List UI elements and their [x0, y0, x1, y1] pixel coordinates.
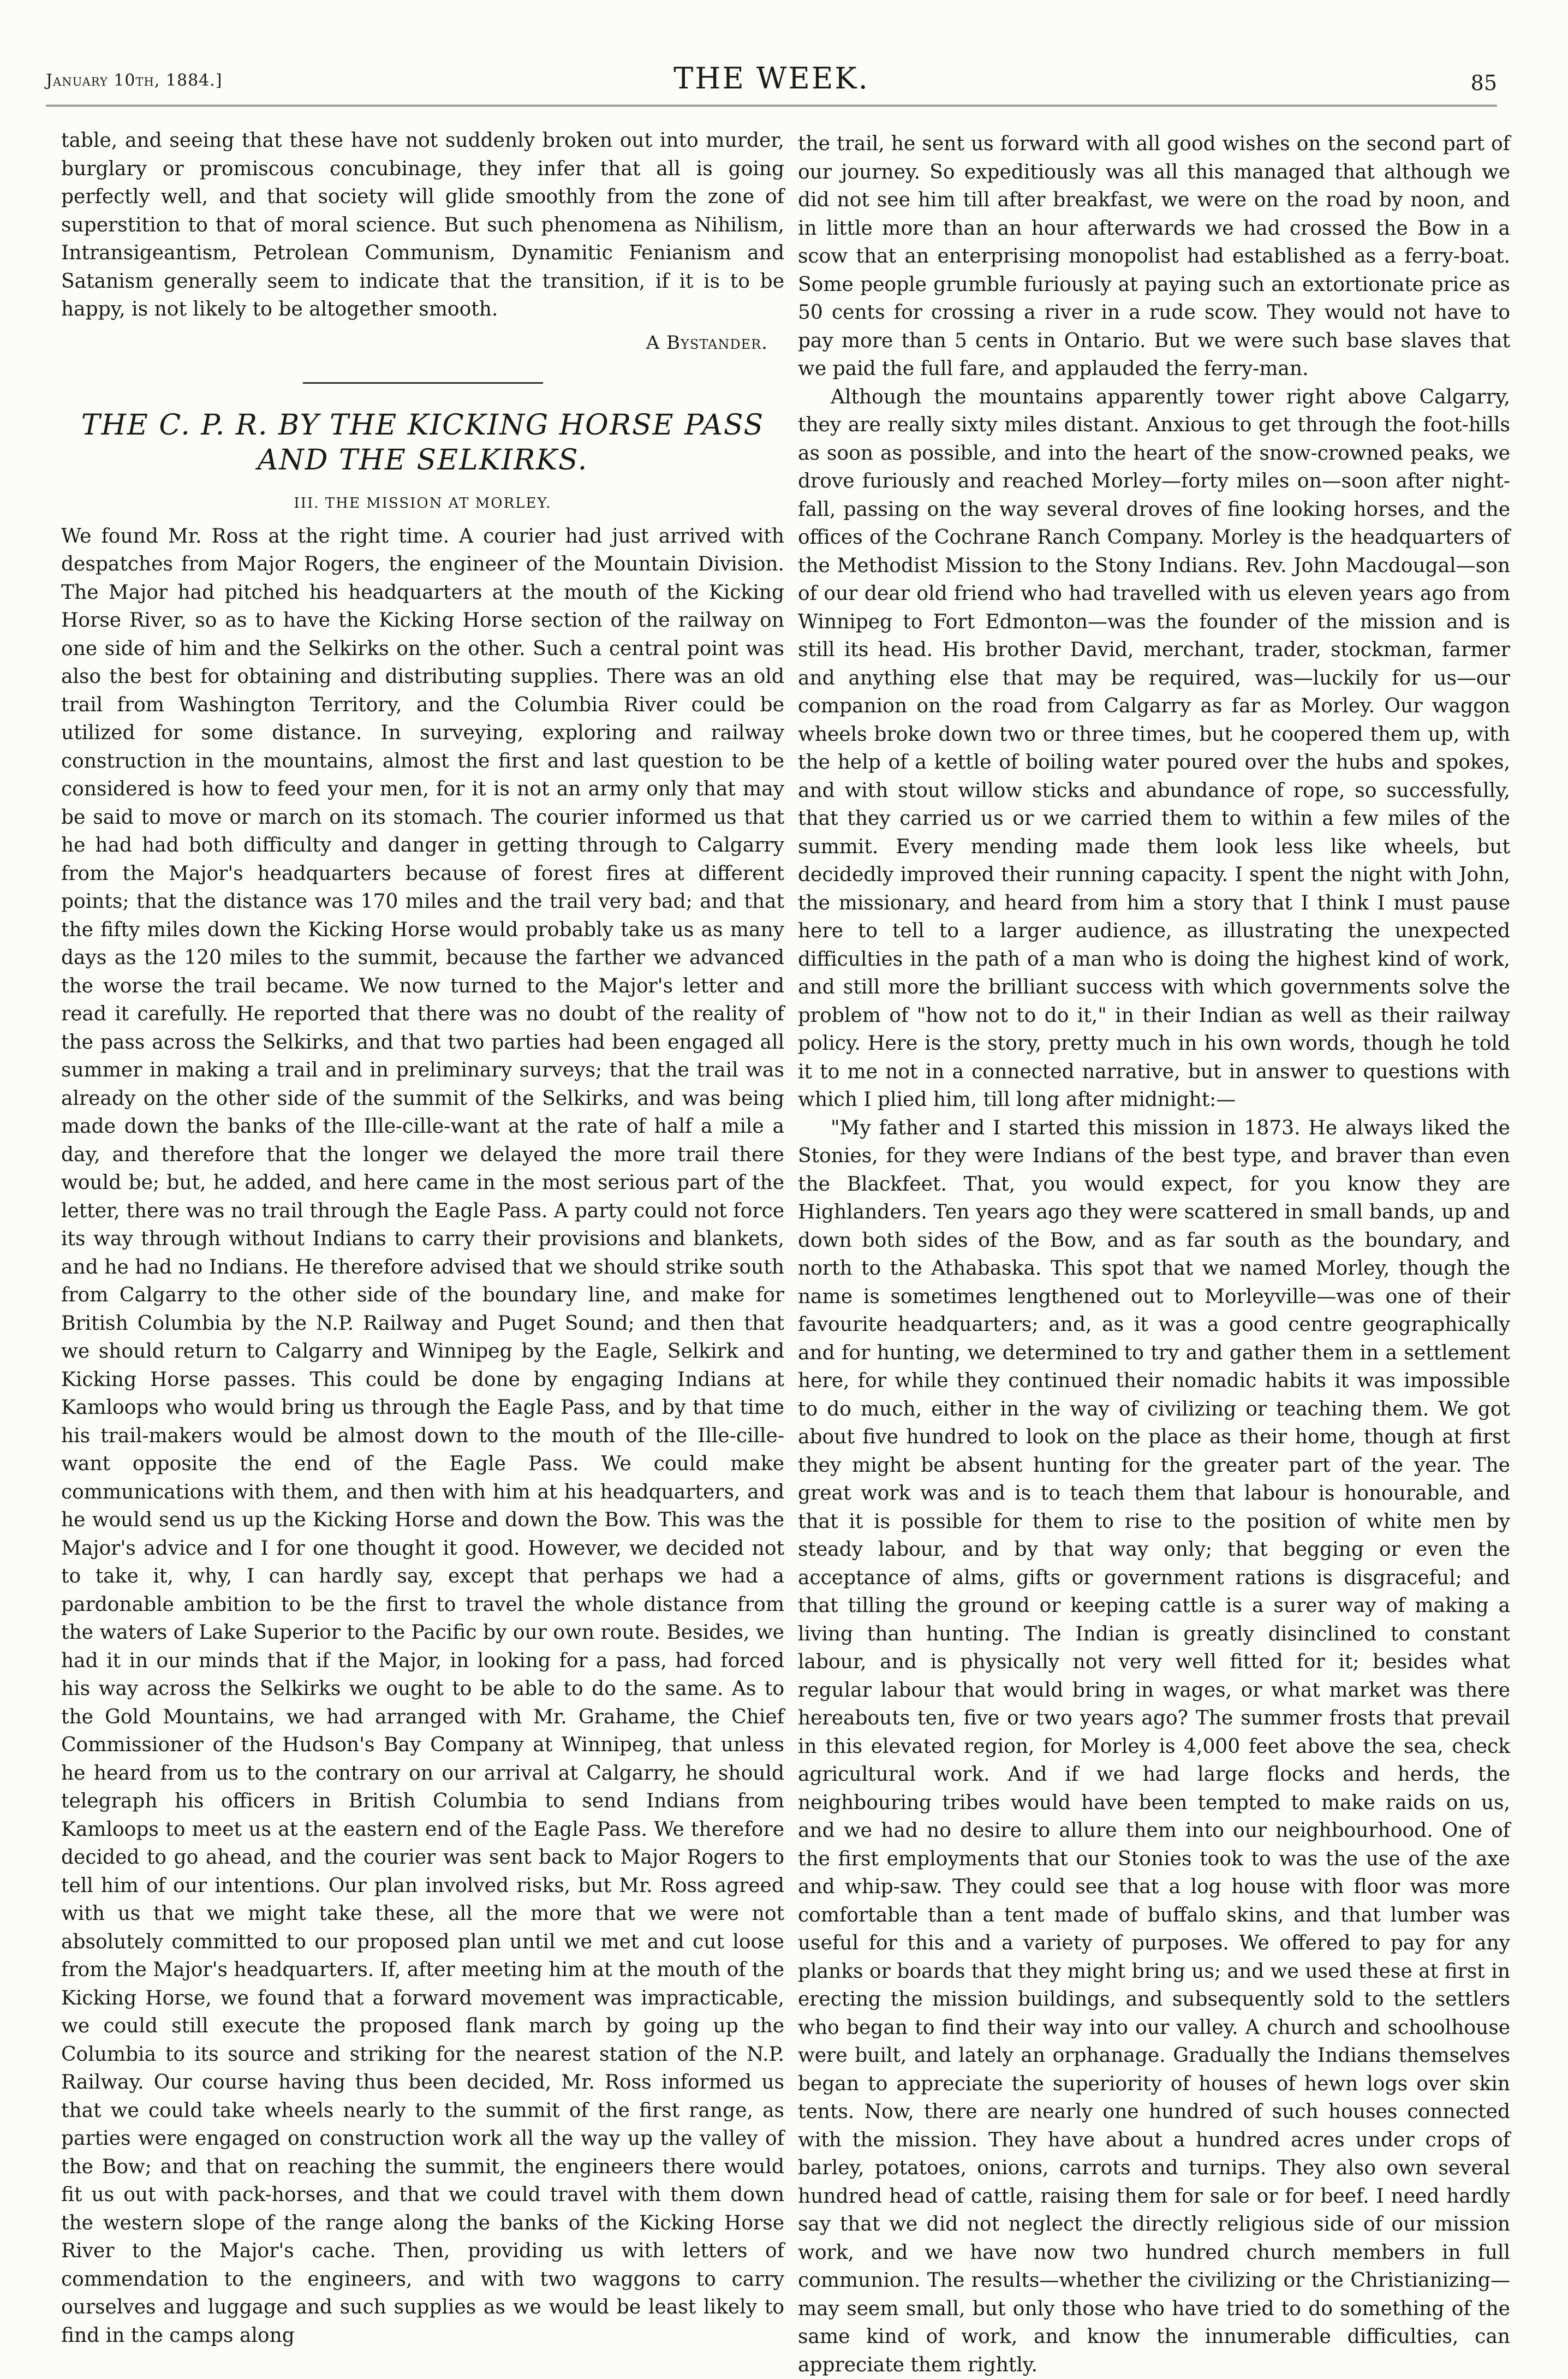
article-body-paragraph: We found Mr. Ross at the right time. A courier had just arrived with despatches from Major Rogers, the engineer of the Mountain Division. The Major had pitched his headquarters at the mouth of the Kicking Horse River, so as to have the Kicking Horse section of the railway on one side of him and the Selkirks on the other. Such a central point was also the best for obtaining and distributing supplies. There was an old trail from Washington Territory, and the Columbia River could be utilized for some distance. In surveying, exploring and railway construction in the mountains, almost the first and last question to be considered is how to feed your men, for it is not an army only that may be said to move or march on its stomach. The courier informed us that he had had both difficulty and danger in getting through to Calgarry from the Major's headquarters because of forest fires at different points; that the distance was 170 miles and the trail very bad; and that the fifty miles down the Kicking Horse would probably take us as many days as the 120 miles to the summit, because the farther we advanced the worse the trail became. We now turned to the Major's letter and read it carefully. He reported that there was no doubt of the reality of the pass across the Selkirks, and that two parties had been engaged all summer in making a trail and in preliminary surveys; that the trail was already on the other side of the summit of the Selkirks, and was being made down the banks of the Ille-cille-want at the rate of half a mile a day, and therefore that the longer we delayed the more trail there would be; but, he added, and here came in the most serious part of the letter, there was no trail through the Eagle Pass. A party could not force its way through without Indians to carry their provisions and blankets, and he had no Indians. He therefore advised that we should strike south from Calgarry to the other side of the boundary line, and make for British Columbia by the N.P. Railway and Puget Sound; and then that we should return to Calgarry and Winnipeg by the Eagle, Selkirk and Kicking Horse passes. This could be done by engaging Indians at Kamloops who would bring us through the Eagle Pass, and by that time his trail-makers would be almost down to the mouth of the Ille-cille-want opposite the end of the Eagle Pass. We could make communications with them, and then with him at his headquarters, and he would send us up the Kicking Horse and down the Bow. This was the Major's advice and I for one thought it good. However, we decided not to take it, why, I can hardly say, except that perhaps we had a pardonable ambition to be the first to travel the whole distance from the waters of Lake Superior to the Pacific by our own route. Besides, we had it in our minds that if the Major, in looking for a pass, had forced his way across the Selkirks we ought to be able to do the same. As to the Gold Mountains, we had arranged with Mr. Grahame, the Chief Commissioner of the Hudson's Bay Company at Winnipeg, that unless he heard from us to the contrary on our arrival at Calgarry, he should telegraph his officers in British Columbia to send Indians from Kamloops to meet us at the eastern end of the Eagle Pass. We therefore decided to go ahead, and the courier was sent back to Major Rogers to tell him of our intentions. Our plan involved risks, but Mr. Ross agreed with us that we might take these, all the more that we were not absolutely committed to our proposed plan until we met and cut loose from the Major's headquarters. If, after meeting him at the mouth of the Kicking Horse, we found that a forward movement was impracticable, we could still execute the proposed flank march by going up the Columbia to its source and striking for the nearest station of the N.P. Railway. Our course having thus been decided, Mr. Ross informed us that we could take wheels nearly to the summit of the first range, as parties were engaged on construction work all the way up the valley of the Bow; and that on reaching the summit, the engineers there would fit us out with pack-horses, and that we could travel with them down the western slope of the range along the banks of the Kicking Horse River to the Major's cache. Then, providing us with letters of commendation to the engineers, and with two waggons to carry ourselves and luggage and such supplies as we would be least likely to find in the camps along [61, 522, 784, 2350]
article-paragraph-1: the trail, he sent us forward with all good wishes on the second part of our journey. So expeditiously was all this managed that although we did not see him till after breakfast, we were on the road by noon, and in little more than an hour afterwards we had crossed the Bow in a scow that an enterprising monopolist had established as a ferry-boat. Some people grumble furiously at paying such an extortionate price as 50 cents for crossing a river in a rude scow. They would not have to pay more than 5 cents in Ontario. But we were such base slaves that we paid the full fare, and applauded the ferry-man. [798, 130, 1510, 383]
bystander-signature: A Bystander. [61, 329, 768, 358]
header-rule [46, 105, 1497, 106]
article-paragraph-3: "My father and I started this mission in 1873. He always liked the Stonies, for they were Indians of the best type, and braver than even the Blackfeet. That, you would expect, for you know they are Highlanders. Ten years ago they were scattered in small bands, up and down both sides of the Bow, and as far south as the boundary, and north to the Athabaska. This spot that we named Morley, though the name is sometimes lengthened out to Morleyville—was one of their favourite headquarters; and, as it was a good centre geographically and for hunting, we determined to try and gather them in a settlement here, for while they continued their nomadic habits it was impossible to do much, either in the way of civilizing or teaching them. We got about five hundred to look on the place as their home, though at first they might be absent hunting for the greater part of the year. The great work was and is to teach them that labour is honourable, and that it is possible for them to rise to the position of white men by steady labour, and by that way only; that begging or even the acceptance of alms, gifts or government rations is disgraceful; and that tilling the ground or keeping cattle is a surer way of making a living than hunting. The Indian is greatly disinclined to constant labour, and is physically not very well fitted for it; besides what regular labour that would bring in wages, or what market was there hereabouts ten, five or two years ago? The summer frosts that prevail in this elevated region, for Morley is 4,000 feet above the sea, check agricultural work. And if we had large flocks and herds, the neighbouring tribes would have been tempted to make raids on us, and we had no desire to allure them into our neighbourhood. One of the first employments that our Stonies took to was the use of the axe and whip-saw. They could see that a log house with floor was more comfortable than a tent made of buffalo skins, and that lumber was useful for this and a variety of purposes. We offered to pay for any planks or boards that they might bring us; and we used these at first in erecting the mission buildings, and subsequently sold to the settlers who began to find their way into our valley. A church and schoolhouse were built, and lately an orphanage. Gradually the Indians themselves began to appreciate the superiority of houses of hewn logs over skin tents. Now, there are nearly one hundred of such houses connected with the mission. They have about a hundred acres under crops of barley, potatoes, onions, carrots and turnips. They also own several hundred head of cattle, raising them for sale or for beef. I need hardly say that we did not neglect the directly religious side of our mission work, and we have now two hundred church members in full communion. The results—whether the civilizing or the Christianizing—may seem small, but only those who have tried to do something of the same kind of work, and know the innumerable difficulties, can appreciate them rightly. [798, 1114, 1510, 2379]
page-header [46, 61, 1497, 105]
right-column [798, 130, 1510, 2379]
article-title: THE C. P. R. BY THE KICKING HORSE PASS AND THE SELKIRKS. [72, 408, 773, 478]
publication-title: THE WEEK. [46, 61, 1497, 96]
article-paragraph-2: Although the mountains apparently tower right above Calgarry, they are really sixty miles distant. Anxious to get through the foot-hills as soon as possible, and into the heart of the snow-crowned peaks, we drove furiously and reached Morley—forty miles on—soon after night-fall, passing on the way several droves of fine looking horses, and the offices of the Cochrane Ranch Company. Morley is the headquarters of the Methodist Mission to the Stony Indians. Rev. John Macdougal—son of our dear old friend who had travelled with us eleven years ago from Winnipeg to Fort Edmonton—was the founder of the mission and is still its head. His brother David, merchant, trader, stockman, farmer and anything else that may be required, was—luckily for us—our companion on the road from Calgarry as far as Morley. Our waggon wheels broke down two or three times, but he coopered them up, with the help of a kettle of boiling water poured over the hubs and spokes, and with stout willow sticks and abundance of rope, so successfully, that they carried us or we carried them to within a few miles of the summit. Every mending made them look less like wheels, but decidedly improved their running capacity. I spent the night with John, the missionary, and heard from him a story that I think I must pause here to tell to a larger audience, as illustrating the unexpected difficulties in the path of a man who is doing the highest kind of work, and still more the brilliant success with which governments solve the problem of "how not to do it," in their Indian as well as their railway policy. Here is the story, pretty much in his own words, though he told it to me not in a connected narrative, but in answer to questions with which I plied him, till long after midnight:— [798, 383, 1510, 1114]
page-number: 85 [1471, 71, 1497, 95]
issue-date: January 10th, 1884.] [46, 71, 223, 90]
bystander-closing-paragraph: table, and seeing that these have not suddenly broken out into murder, burglary or promiscous concubinage, they infer that all is going perfectly well, and that society will glide smoothly from the zone of superstition to that of moral science. But such phenomena as Nihilism, Intransigeantism, Petrolean Communism, Dynamitic Fenianism and Satanism generally seem to indicate that the transition, if it is to be happy, is not likely to be altogether smooth. [61, 127, 784, 324]
article-divider [303, 382, 543, 384]
section-title: III. THE MISSION AT MORLEY. [61, 490, 784, 518]
left-column [61, 127, 784, 2350]
